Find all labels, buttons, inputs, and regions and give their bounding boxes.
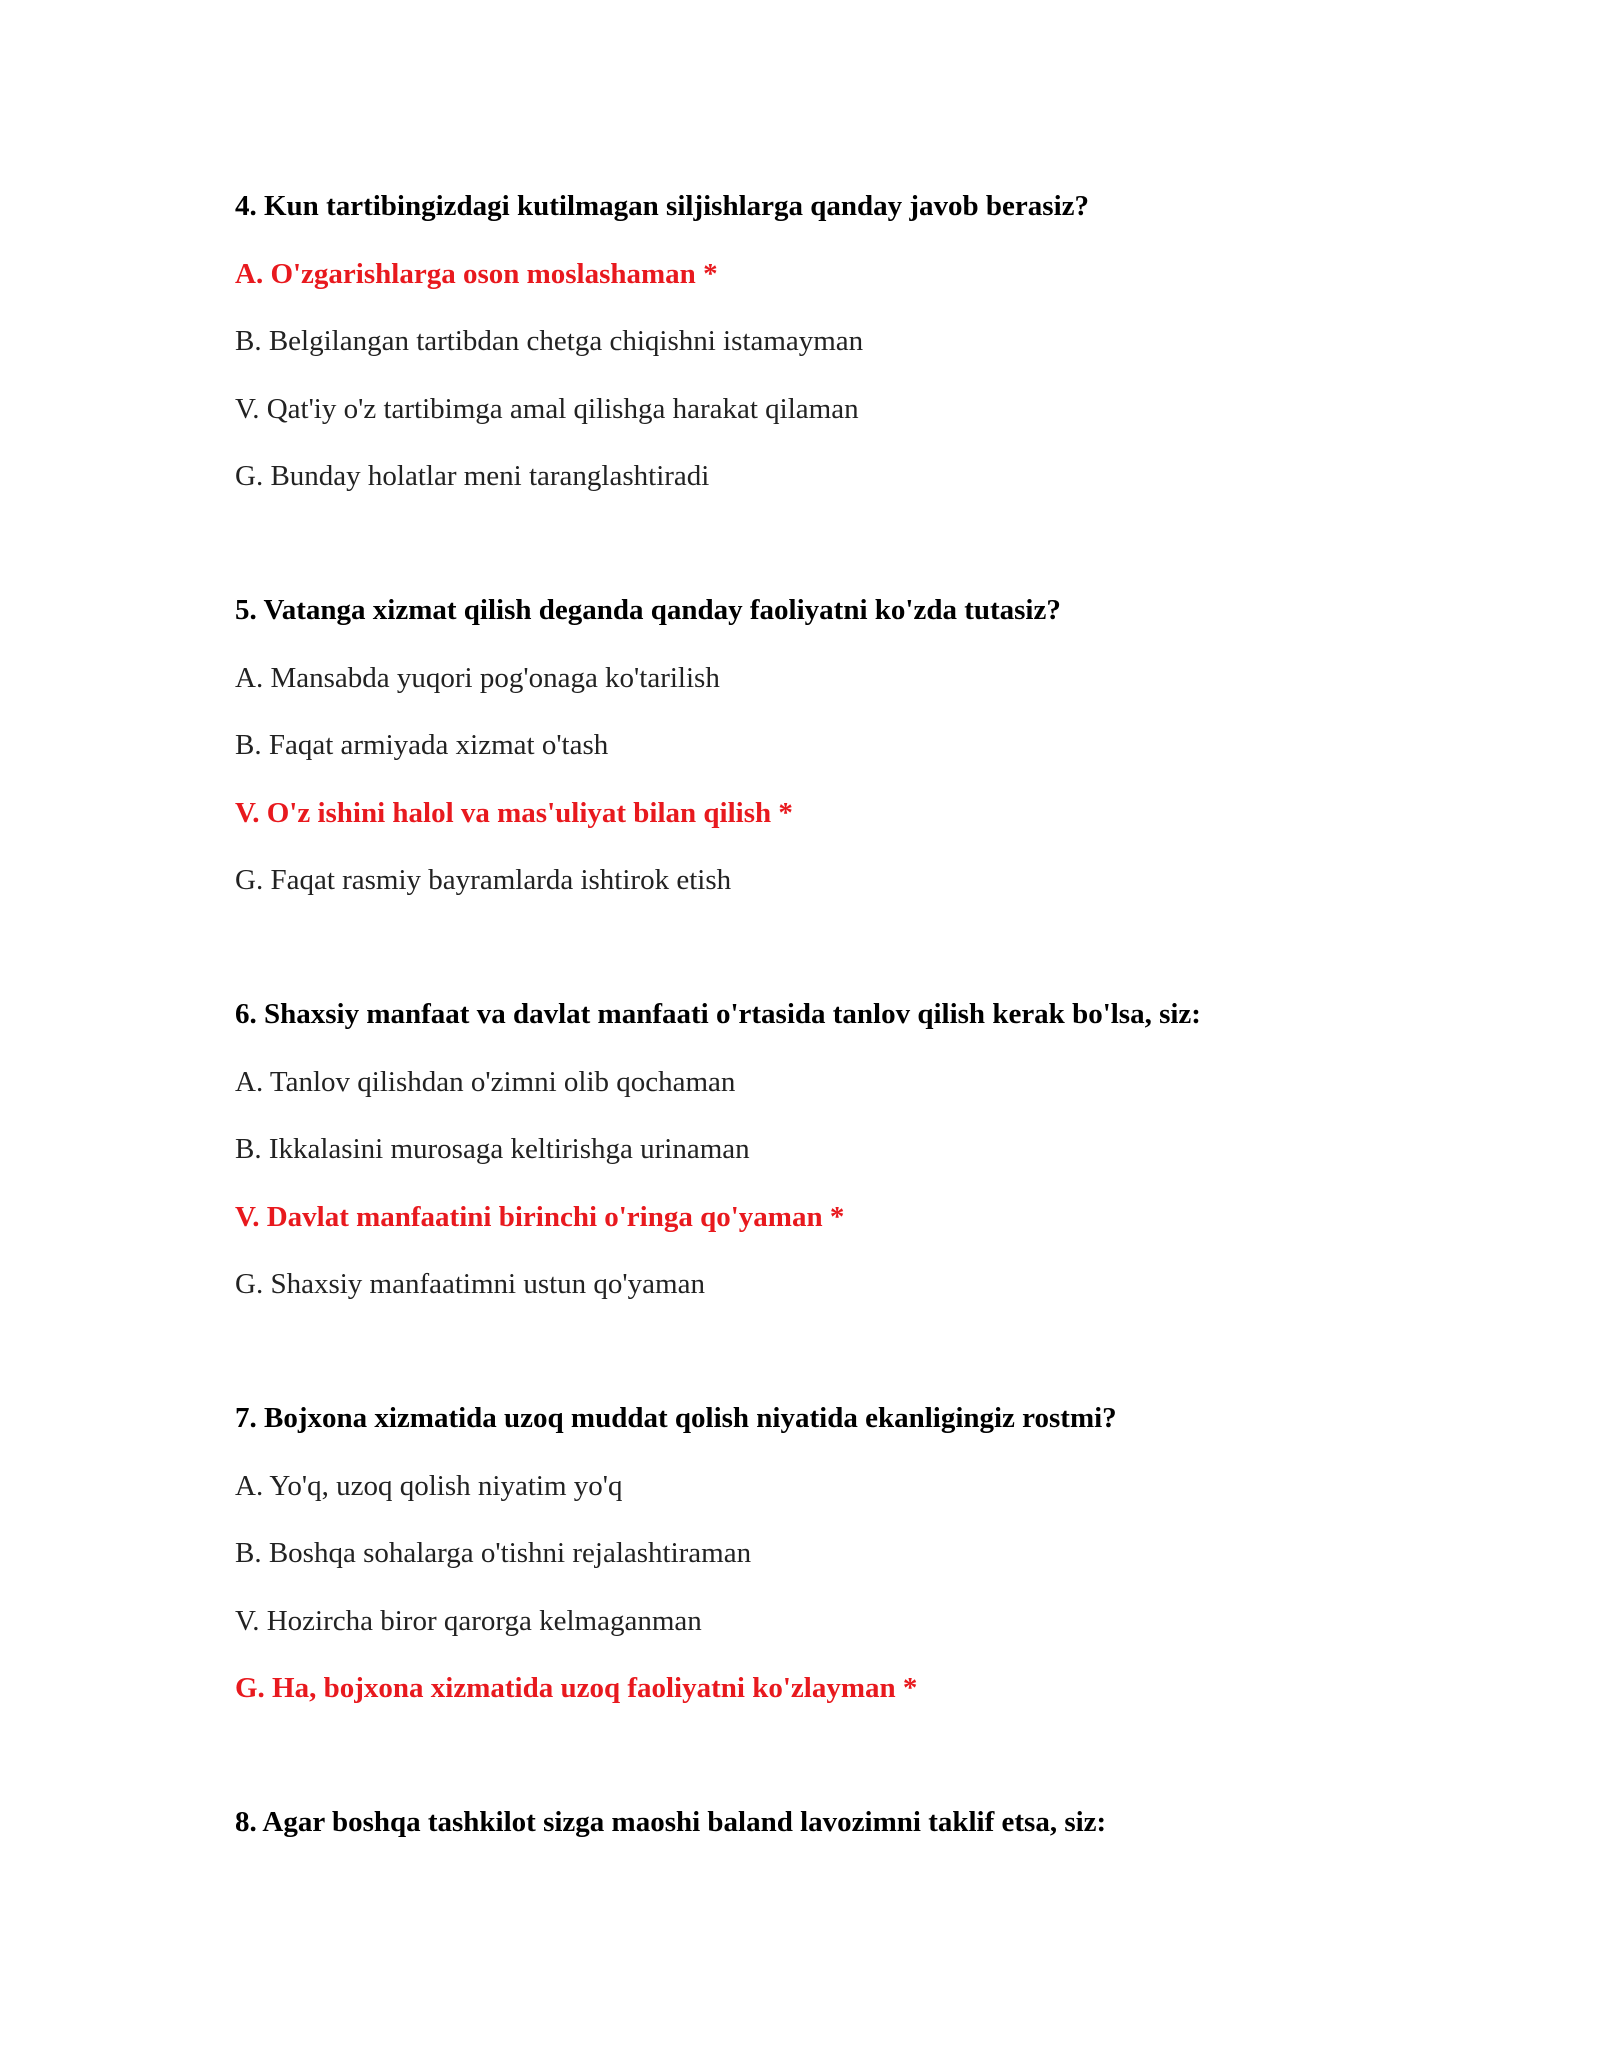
answer-option-g: G. Faqat rasmiy bayramlarda ishtirok etish: [235, 864, 732, 896]
question-text: 5. Vatanga xizmat qilish deganda qanday faoliyatni ko'zda tutasiz?: [235, 594, 1061, 626]
question-block-7: [235, 1398, 1435, 1708]
answer-option-a: A. Tanlov qilishdan o'zimni olib qochaman: [235, 1065, 736, 1098]
answer-option-v: V. Davlat manfaatini birinchi o'ringa qo'yaman *: [235, 1200, 845, 1233]
answer-option-b: B. Boshqa sohalarga o'tishni rejalashtiraman: [235, 1537, 752, 1569]
question-text: 7. Bojxona xizmatida uzoq muddat qolish niyatida ekanligingiz rostmi?: [235, 1402, 1117, 1434]
answer-option-b: B. Belgilangan tartibdan chetga chiqishni istamayman: [235, 325, 864, 357]
question-text: 4. Kun tartibingizdagi kutilmagan siljishlarga qanday javob berasiz?: [235, 190, 1090, 222]
question-block-5: [235, 590, 1435, 900]
answer-option-a: A. O'zgarishlarga oson moslashaman *: [235, 257, 718, 290]
answer-option-v: V. Hozircha biror qarorga kelmaganman: [235, 1604, 702, 1637]
question-block-4: [235, 186, 1435, 496]
answer-option-g: G. Shaxsiy manfaatimni ustun qo'yaman: [235, 1268, 705, 1300]
question-block-8: [235, 1802, 1435, 1842]
answer-option-b: B. Ikkalasini murosaga keltirishga urinaman: [235, 1133, 750, 1165]
answer-option-v: V. O'z ishini halol va mas'uliyat bilan qilish *: [235, 796, 793, 829]
question-text: 6. Shaxsiy manfaat va davlat manfaati o'rtasida tanlov qilish kerak bo'lsa, siz:: [235, 998, 1201, 1030]
answer-option-a: A. Yo'q, uzoq qolish niyatim yo'q: [235, 1469, 623, 1502]
answer-option-b: B. Faqat armiyada xizmat o'tash: [235, 729, 609, 761]
answer-option-g: G. Bunday holatlar meni taranglashtiradi: [235, 460, 710, 492]
answer-option-v: V. Qat'iy o'z tartibimga amal qilishga harakat qilaman: [235, 392, 859, 425]
answer-option-a: A. Mansabda yuqori pog'onaga ko'tarilish: [235, 661, 720, 694]
answer-option-g: G. Ha, bojxona xizmatida uzoq faoliyatni ko'zlayman *: [235, 1672, 918, 1704]
question-block-6: [235, 994, 1435, 1304]
question-text: 8. Agar boshqa tashkilot sizga maoshi baland lavozimni taklif etsa, siz:: [235, 1806, 1107, 1838]
